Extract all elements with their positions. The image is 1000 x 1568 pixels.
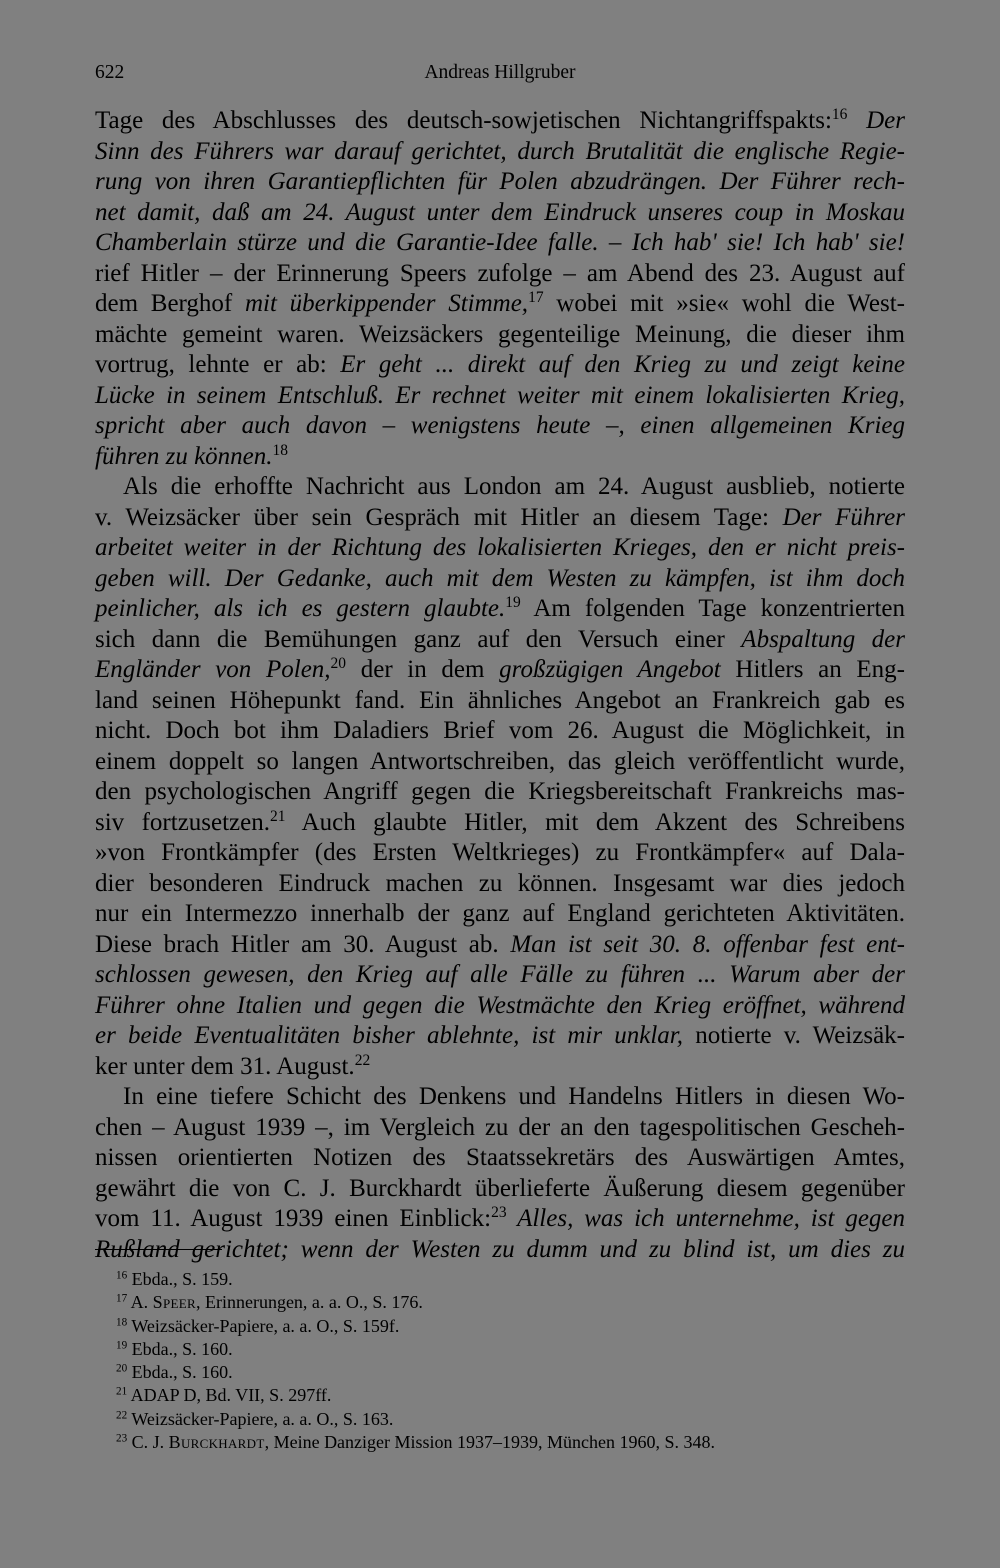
footnote-ref: 23 — [491, 1204, 507, 1222]
footnote — [116, 1315, 876, 1338]
text-run: Diese brach Hitler am 30. August ab. — [95, 930, 511, 958]
text-line: dier besonderen Eindruck machen zu können. Insgesamt war dies jedoch — [95, 869, 905, 897]
text-run: ker unter dem 31. August. — [95, 1052, 355, 1080]
footnote-text: Ebda., S. 159. — [131, 1269, 233, 1289]
text-run: dem Berghof — [95, 290, 245, 317]
text-line: rung von ihren Garantiepflichten für Polen abzudrängen. Der Führer rech- — [95, 168, 905, 195]
footnote-number: 16 — [116, 1269, 128, 1282]
text-line: Chamberlain stürze und die Garantie-Idee falle. – Ich hab' sie! Ich hab' sie! — [95, 229, 905, 256]
text-line: chen – August 1939 –, im Vergleich zu der an den tagespolitischen Gescheh- — [95, 1113, 905, 1141]
footnote-ref: 16 — [831, 106, 848, 124]
footnote-ref: 20 — [330, 655, 347, 673]
quote-run: Er geht ... direkt auf den Krieg zu und zeigt keine — [340, 351, 905, 378]
text-line: Lücke in seinem Entschluß. Er rechnet weiter mit einem lokalisierten Krieg, — [95, 381, 905, 409]
text-line — [95, 106, 905, 137]
text-line: land seinen Höhepunkt fand. Ein ähnliches Angebot an Frankreich gab es — [95, 686, 905, 714]
page-number: 622 — [95, 62, 125, 83]
text-run: vom 11. August 1939 einen Einblick: — [95, 1205, 492, 1232]
text-line: Führer ohne Italien und gegen die Westmächte den Krieg eröffnet, während — [95, 991, 905, 1019]
text-run: vortrug, lehnte er ab: — [95, 351, 341, 378]
text-line: Rußland gerichtet; wenn der Westen zu dumm und zu blind ist, um dies zu — [95, 1235, 905, 1263]
footnote-separator — [95, 1249, 222, 1250]
page-header — [95, 58, 905, 88]
footnote — [116, 1268, 876, 1291]
quote-run: Abspaltung der — [741, 625, 905, 653]
text-line: nicht. Doch bot ihm Daladiers Brief vom 26. August die Möglichkeit, in — [95, 717, 905, 744]
quote-run: Man ist seit 30. 8. offenbar fest ent- — [510, 930, 905, 958]
footnotes — [116, 1268, 876, 1454]
text-line — [95, 442, 905, 473]
quote-run: peinlicher, als ich es gestern glaubte. — [95, 595, 506, 622]
footnote-ref: 22 — [354, 1051, 371, 1069]
footnote-number: 18 — [116, 1316, 128, 1329]
quote-run: führen zu können. — [95, 442, 273, 470]
footnote-text: Weizsäcker-Papiere, a. a. O., S. 159f. — [131, 1315, 400, 1336]
running-head: Andreas Hillgruber — [424, 62, 576, 83]
footnote-number: 23 — [116, 1432, 128, 1445]
text-run: Am folgenden Tage konzentrierten — [520, 595, 905, 622]
text-run: siv fortzusetzen. — [95, 808, 270, 836]
footnote — [116, 1431, 876, 1454]
text-line: gewährt die von C. J. Burckhardt überlieferte Äußerung diesem gegenüber — [95, 1174, 905, 1202]
footnote-number: 17 — [116, 1292, 128, 1305]
text-line: arbeitet weiter in der Richtung des lokalisierten Krieges, den er nicht preis- — [95, 534, 905, 561]
text-line — [95, 1021, 905, 1052]
text-line — [95, 930, 905, 961]
footnote-text: Ebda., S. 160. — [131, 1362, 233, 1383]
footnote-text: , Meine Danziger Mission 1937–1939, München 1960, S. 348. — [264, 1432, 716, 1453]
text-line — [95, 503, 905, 534]
footnote — [116, 1291, 876, 1314]
text-line: geben will. Der Gedanke, auch mit dem Westen zu kämpfen, ist ihm doch — [95, 564, 905, 592]
main-text — [95, 106, 905, 1265]
footnote-ref: 21 — [270, 807, 286, 825]
text-line: den psychologischen Angriff gegen die Kriegsbereitschaft Frankreichs mas- — [95, 778, 905, 805]
footnote — [116, 1408, 876, 1431]
footnote — [116, 1361, 876, 1384]
quote-run: mit überkippender Stimme, — [245, 290, 529, 317]
footnote-author: Speer — [152, 1292, 196, 1313]
quote-run: Engländer von Polen, — [95, 656, 331, 683]
footnote-text: A. — [130, 1292, 153, 1313]
quote-run: großzügigen Angebot — [499, 656, 721, 683]
text-line: »von Frontkämpfer (des Ersten Weltkrieges) zu Frontkämpfer« auf Dala- — [95, 839, 905, 866]
text-line: nissen orientierten Notizen des Staatssekretärs des Auswärtigen Amtes, — [95, 1144, 905, 1171]
text-line: nur ein Intermezzo innerhalb der ganz auf England gerichteten Aktivitäten. — [95, 900, 905, 927]
footnote-ref: 18 — [272, 441, 289, 459]
text-line — [95, 655, 905, 686]
footnote — [116, 1338, 876, 1361]
footnote-author: Burckhardt — [168, 1432, 265, 1453]
text-line — [95, 350, 905, 381]
footnote-text: Weizsäcker-Papiere, a. a. O., S. 163. — [131, 1408, 394, 1429]
footnote-number: 21 — [116, 1386, 128, 1399]
text-run: sich dann die Bemühungen ganz auf den Versuch einer — [95, 625, 742, 653]
text-run: Tage des Abschlusses des deutsch-sowjetischen Nichtangriffspakts: — [95, 107, 832, 134]
text-line — [95, 625, 905, 656]
text-line: Als die erhoffte Nachricht aus London am 24. August ausblieb, notierte — [123, 473, 905, 500]
quote-run: Der Führer — [782, 503, 905, 531]
footnote-number: 19 — [116, 1339, 128, 1352]
footnote-number: 22 — [116, 1409, 128, 1422]
footnote-text: Ebda., S. 160. — [131, 1338, 233, 1359]
footnote-ref: 19 — [505, 594, 521, 612]
footnote — [116, 1384, 876, 1407]
text-line — [95, 594, 905, 625]
text-line: mächte gemeint waren. Weizsäckers gegenteilige Meinung, die dieser ihm — [95, 320, 905, 348]
text-line — [95, 289, 905, 320]
text-run: wobei mit »sie« wohl die West- — [543, 290, 905, 317]
text-line — [95, 1052, 905, 1083]
text-run: notierte v. Weizsäk- — [683, 1022, 905, 1049]
text-line: einem doppelt so langen Antwortschreiben, das gleich veröffentlicht wurde, — [95, 747, 905, 775]
text-line: net damit, daß am 24. August unter dem Eindruck unseres coup in Moskau — [95, 198, 905, 226]
text-line: Sinn des Führers war darauf gerichtet, durch Brutalität die englische Regie- — [95, 137, 905, 165]
text-line: spricht aber auch davon – wenigstens heute –, einen allgemeinen Krieg — [95, 412, 905, 439]
footnote-text: C. J. — [131, 1432, 169, 1453]
footnote-ref: 17 — [528, 289, 544, 307]
text-run: der in dem — [346, 656, 500, 683]
quote-run: er beide Eventualitäten bisher ablehnte, ist mir unklar, — [95, 1022, 684, 1049]
text-line — [95, 808, 905, 839]
text-run: v. Weizsäcker über sein Gespräch mit Hitler an diesem Tage: — [95, 503, 783, 531]
footnote-number: 20 — [116, 1362, 128, 1375]
text-run: Hitlers an Eng- — [720, 656, 905, 683]
text-line — [95, 1204, 905, 1235]
text-run: Auch glaubte Hitler, mit dem Akzent des Schreibens — [285, 808, 905, 836]
text-line: In eine tiefere Schicht des Denkens und Handelns Hitlers in diesen Wo- — [123, 1083, 905, 1110]
footnote-text: , Erinnerungen, a. a. O., S. 176. — [195, 1292, 423, 1313]
quote-run: Alles, was ich unternehme, ist gegen — [506, 1205, 906, 1232]
text-line: rief Hitler – der Erinnerung Speers zufolge – am Abend des 23. August auf — [95, 259, 905, 287]
text-line: schlossen gewesen, den Krieg auf alle Fälle zu führen ... Warum aber der — [95, 961, 905, 988]
quote-run: Der — [847, 107, 905, 134]
footnote-text: ADAP D, Bd. VII, S. 297ff. — [130, 1385, 332, 1406]
